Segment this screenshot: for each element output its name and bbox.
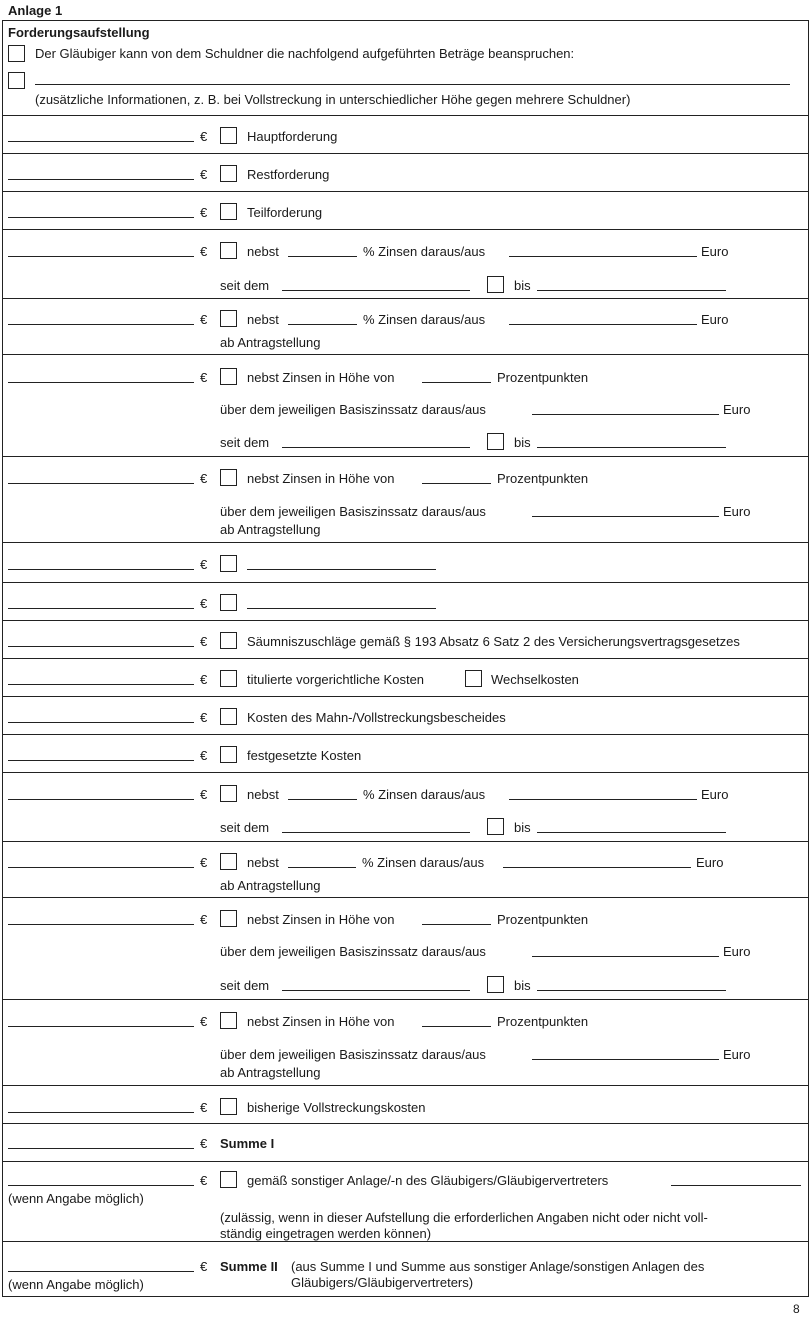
ab-antragstellung-label: ab Antragstellung bbox=[220, 878, 321, 893]
amount-field[interactable] bbox=[8, 165, 194, 180]
bis-label: bis bbox=[514, 435, 531, 450]
euro-label: Euro bbox=[696, 855, 724, 870]
hauptforderung-checkbox[interactable] bbox=[220, 127, 237, 144]
row-separator bbox=[2, 115, 809, 116]
percentage-points-field[interactable] bbox=[422, 469, 491, 484]
summe-1-field[interactable] bbox=[8, 1134, 194, 1149]
percent-zinsen-label: % Zinsen daraus/aus bbox=[363, 787, 486, 802]
euro-label: Euro bbox=[723, 504, 751, 519]
saeumnis-checkbox[interactable] bbox=[220, 632, 237, 649]
euro-label: Euro bbox=[723, 944, 751, 959]
nebst-zinsen-hoehe-label: nebst Zinsen in Höhe von bbox=[247, 370, 395, 385]
amount-field[interactable] bbox=[8, 368, 194, 383]
summe-2-note-line1: (aus Summe I und Summe aus sonstiger Anlage/sonstigen Anlagen des bbox=[291, 1259, 705, 1274]
seit-dem-field[interactable] bbox=[282, 433, 470, 448]
amount-field[interactable] bbox=[8, 632, 194, 647]
interest-checkbox[interactable] bbox=[220, 310, 237, 327]
wenn-angabe-label: (wenn Angabe möglich) bbox=[8, 1277, 144, 1292]
amount-field[interactable] bbox=[8, 1098, 194, 1113]
euro-sign: € bbox=[200, 672, 208, 687]
titulierte-label: titulierte vorgerichtliche Kosten bbox=[247, 672, 425, 687]
nebst-label: nebst bbox=[247, 312, 279, 327]
bis-field[interactable] bbox=[537, 976, 726, 991]
sonstige-anlage-checkbox[interactable] bbox=[220, 1171, 237, 1188]
sonstige-note-line2: ständig eingetragen werden können) bbox=[220, 1226, 432, 1241]
row-separator bbox=[2, 354, 809, 355]
summe-2-label: Summe II bbox=[220, 1259, 278, 1274]
amount-field[interactable] bbox=[8, 708, 194, 723]
amount-field[interactable] bbox=[8, 594, 194, 609]
euro-sign: € bbox=[200, 1136, 208, 1151]
summe-2-field[interactable] bbox=[8, 1257, 194, 1272]
amount-field[interactable] bbox=[8, 310, 194, 325]
basiszins-label: über dem jeweiligen Basiszinssatz daraus/aus bbox=[220, 1047, 486, 1062]
amount-field[interactable] bbox=[8, 127, 194, 142]
bis-label: bis bbox=[514, 278, 531, 293]
euro-sign: € bbox=[200, 129, 208, 144]
euro-sign: € bbox=[200, 312, 208, 327]
prozentpunkten-label: Prozentpunkten bbox=[497, 1014, 589, 1029]
restforderung-checkbox[interactable] bbox=[220, 165, 237, 182]
euro-sign: € bbox=[200, 205, 208, 220]
percentage-points-field[interactable] bbox=[422, 910, 491, 925]
seit-dem-label: seit dem bbox=[220, 978, 270, 993]
interest-checkbox[interactable] bbox=[220, 242, 237, 259]
row-separator bbox=[2, 1241, 809, 1242]
amount-field[interactable] bbox=[8, 203, 194, 218]
bis-checkbox[interactable] bbox=[487, 818, 504, 835]
interest-percent-field[interactable] bbox=[288, 310, 357, 325]
amount-field[interactable] bbox=[8, 785, 194, 800]
nebst-zinsen-hoehe-label: nebst Zinsen in Höhe von bbox=[247, 471, 395, 486]
claim-text: Der Gläubiger kann von dem Schuldner die nachfolgend aufgeführten Beträge beanspruchen: bbox=[35, 46, 575, 61]
euro-sign: € bbox=[200, 370, 208, 385]
bis-field[interactable] bbox=[537, 276, 726, 291]
row-separator bbox=[2, 620, 809, 621]
prozentpunkten-label: Prozentpunkten bbox=[497, 471, 589, 486]
row-separator bbox=[2, 582, 809, 583]
row-separator bbox=[2, 734, 809, 735]
seit-dem-field[interactable] bbox=[282, 976, 470, 991]
bis-field[interactable] bbox=[537, 433, 726, 448]
row-separator bbox=[2, 456, 809, 457]
amount-field[interactable] bbox=[8, 469, 194, 484]
percent-zinsen-label: % Zinsen daraus/aus bbox=[363, 244, 486, 259]
nebst-label: nebst bbox=[247, 244, 279, 259]
seit-dem-label: seit dem bbox=[220, 820, 270, 835]
seit-dem-field[interactable] bbox=[282, 818, 470, 833]
bisherige-checkbox[interactable] bbox=[220, 1098, 237, 1115]
festgesetzte-checkbox[interactable] bbox=[220, 746, 237, 763]
interest-points-checkbox[interactable] bbox=[220, 368, 237, 385]
amount-field[interactable] bbox=[8, 555, 194, 570]
interest-percent-field[interactable] bbox=[288, 242, 357, 257]
row-separator bbox=[2, 542, 809, 543]
prozentpunkten-label: Prozentpunkten bbox=[497, 912, 589, 927]
euro-sign: € bbox=[200, 244, 208, 259]
percent-zinsen-label: % Zinsen daraus/aus bbox=[362, 855, 485, 870]
free-item-checkbox[interactable] bbox=[220, 594, 237, 611]
amount-field[interactable] bbox=[8, 910, 194, 925]
row-separator bbox=[2, 153, 809, 154]
row-separator bbox=[2, 658, 809, 659]
ab-antragstellung-label: ab Antragstellung bbox=[220, 335, 321, 350]
euro-sign: € bbox=[200, 596, 208, 611]
teilforderung-label: Teilforderung bbox=[247, 205, 323, 220]
restforderung-label: Restforderung bbox=[247, 167, 330, 182]
sonstige-anlage-label: gemäß sonstiger Anlage/-n des Gläubigers/Gläubigervertreters bbox=[247, 1173, 609, 1188]
free-item-field[interactable] bbox=[247, 555, 436, 570]
ab-antragstellung-label: ab Antragstellung bbox=[220, 522, 321, 537]
basiszins-label: über dem jeweiligen Basiszinssatz daraus/aus bbox=[220, 504, 486, 519]
prozentpunkten-label: Prozentpunkten bbox=[497, 370, 589, 385]
bis-checkbox[interactable] bbox=[487, 976, 504, 993]
seit-dem-field[interactable] bbox=[282, 276, 470, 291]
bis-checkbox[interactable] bbox=[487, 433, 504, 450]
row-separator bbox=[2, 1161, 809, 1162]
free-item-checkbox[interactable] bbox=[220, 555, 237, 572]
interest-base-amount-field[interactable] bbox=[509, 785, 697, 800]
seit-dem-label: seit dem bbox=[220, 278, 270, 293]
euro-sign: € bbox=[200, 855, 208, 870]
euro-sign: € bbox=[200, 1173, 208, 1188]
row-separator bbox=[2, 1085, 809, 1086]
summe-1-label: Summe I bbox=[220, 1136, 275, 1151]
wenn-angabe-label: (wenn Angabe möglich) bbox=[8, 1191, 144, 1206]
euro-label: Euro bbox=[701, 312, 729, 327]
bisherige-label: bisherige Vollstreckungskosten bbox=[247, 1100, 426, 1115]
wechselkosten-checkbox[interactable] bbox=[465, 670, 482, 687]
euro-sign: € bbox=[200, 167, 208, 182]
amount-field[interactable] bbox=[8, 242, 194, 257]
amount-field[interactable] bbox=[8, 746, 194, 761]
nebst-label: nebst bbox=[247, 855, 279, 870]
free-item-field[interactable] bbox=[247, 594, 436, 609]
row-separator bbox=[2, 1123, 809, 1124]
festgesetzte-label: festgesetzte Kosten bbox=[247, 748, 362, 763]
titulierte-checkbox[interactable] bbox=[220, 670, 237, 687]
euro-label: Euro bbox=[723, 402, 751, 417]
page-number: 8 bbox=[793, 1302, 800, 1316]
row-separator bbox=[2, 897, 809, 898]
interest-base-amount-field[interactable] bbox=[503, 853, 691, 868]
euro-sign: € bbox=[200, 912, 208, 927]
euro-label: Euro bbox=[723, 1047, 751, 1062]
wechselkosten-label: Wechselkosten bbox=[491, 672, 579, 687]
additional-info-checkbox[interactable] bbox=[8, 72, 25, 89]
euro-sign: € bbox=[200, 1100, 208, 1115]
row-separator bbox=[2, 772, 809, 773]
row-separator bbox=[2, 696, 809, 697]
form-title: Forderungsaufstellung bbox=[8, 25, 150, 40]
nebst-zinsen-hoehe-label: nebst Zinsen in Höhe von bbox=[247, 912, 395, 927]
basiszins-amount-field[interactable] bbox=[532, 942, 719, 957]
amount-field[interactable] bbox=[8, 853, 194, 868]
interest-points-checkbox[interactable] bbox=[220, 1012, 237, 1029]
euro-sign: € bbox=[200, 471, 208, 486]
anlage-label: Anlage 1 bbox=[8, 3, 63, 18]
interest-checkbox[interactable] bbox=[220, 785, 237, 802]
bis-checkbox[interactable] bbox=[487, 276, 504, 293]
mahnbescheid-checkbox[interactable] bbox=[220, 708, 237, 725]
ab-antragstellung-label: ab Antragstellung bbox=[220, 1065, 321, 1080]
interest-checkbox[interactable] bbox=[220, 853, 237, 870]
interest-percent-field[interactable] bbox=[288, 853, 356, 868]
euro-sign: € bbox=[200, 787, 208, 802]
euro-label: Euro bbox=[701, 787, 729, 802]
basiszins-amount-field[interactable] bbox=[532, 502, 719, 517]
euro-sign: € bbox=[200, 1259, 208, 1274]
mahnbescheid-label: Kosten des Mahn-/Vollstreckungsbescheides bbox=[247, 710, 506, 725]
row-separator bbox=[2, 229, 809, 230]
interest-points-checkbox[interactable] bbox=[220, 469, 237, 486]
summe-2-note-line2: Gläubigers/Gläubigervertreters) bbox=[291, 1275, 474, 1290]
percentage-points-field[interactable] bbox=[422, 368, 491, 383]
euro-sign: € bbox=[200, 634, 208, 649]
basiszins-label: über dem jeweiligen Basiszinssatz daraus/aus bbox=[220, 402, 486, 417]
basiszins-amount-field[interactable] bbox=[532, 400, 719, 415]
amount-field[interactable] bbox=[8, 1171, 194, 1186]
bis-label: bis bbox=[514, 978, 531, 993]
interest-points-checkbox[interactable] bbox=[220, 910, 237, 927]
percent-zinsen-label: % Zinsen daraus/aus bbox=[363, 312, 486, 327]
percentage-points-field[interactable] bbox=[422, 1012, 491, 1027]
interest-percent-field[interactable] bbox=[288, 785, 357, 800]
row-separator bbox=[2, 191, 809, 192]
nebst-label: nebst bbox=[247, 787, 279, 802]
basiszins-amount-field[interactable] bbox=[532, 1045, 719, 1060]
euro-sign: € bbox=[200, 1014, 208, 1029]
teilforderung-checkbox[interactable] bbox=[220, 203, 237, 220]
bis-label: bis bbox=[514, 820, 531, 835]
basiszins-label: über dem jeweiligen Basiszinssatz daraus/aus bbox=[220, 944, 486, 959]
interest-base-amount-field[interactable] bbox=[509, 310, 697, 325]
row-separator bbox=[2, 298, 809, 299]
saeumnis-label: Säumniszuschläge gemäß § 193 Absatz 6 Satz 2 des Versicherungsvertragsgesetzes bbox=[247, 634, 740, 649]
hauptforderung-label: Hauptforderung bbox=[247, 129, 338, 144]
sonstige-anlage-field[interactable] bbox=[671, 1171, 801, 1186]
bis-field[interactable] bbox=[537, 818, 726, 833]
seit-dem-label: seit dem bbox=[220, 435, 270, 450]
row-separator bbox=[2, 841, 809, 842]
euro-sign: € bbox=[200, 710, 208, 725]
amount-field[interactable] bbox=[8, 670, 194, 685]
additional-info-field[interactable] bbox=[35, 70, 790, 85]
euro-label: Euro bbox=[701, 244, 729, 259]
sonstige-note-line1: (zulässig, wenn in dieser Aufstellung die erforderlichen Angaben nicht oder nicht voll- bbox=[220, 1210, 708, 1225]
row-separator bbox=[2, 999, 809, 1000]
claim-checkbox[interactable] bbox=[8, 45, 25, 62]
euro-sign: € bbox=[200, 557, 208, 572]
nebst-zinsen-hoehe-label: nebst Zinsen in Höhe von bbox=[247, 1014, 395, 1029]
euro-sign: € bbox=[200, 748, 208, 763]
amount-field[interactable] bbox=[8, 1012, 194, 1027]
additional-info-hint: (zusätzliche Informationen, z. B. bei Vollstreckung in unterschiedlicher Höhe gegen mehrere Schuldner) bbox=[35, 92, 631, 107]
interest-base-amount-field[interactable] bbox=[509, 242, 697, 257]
